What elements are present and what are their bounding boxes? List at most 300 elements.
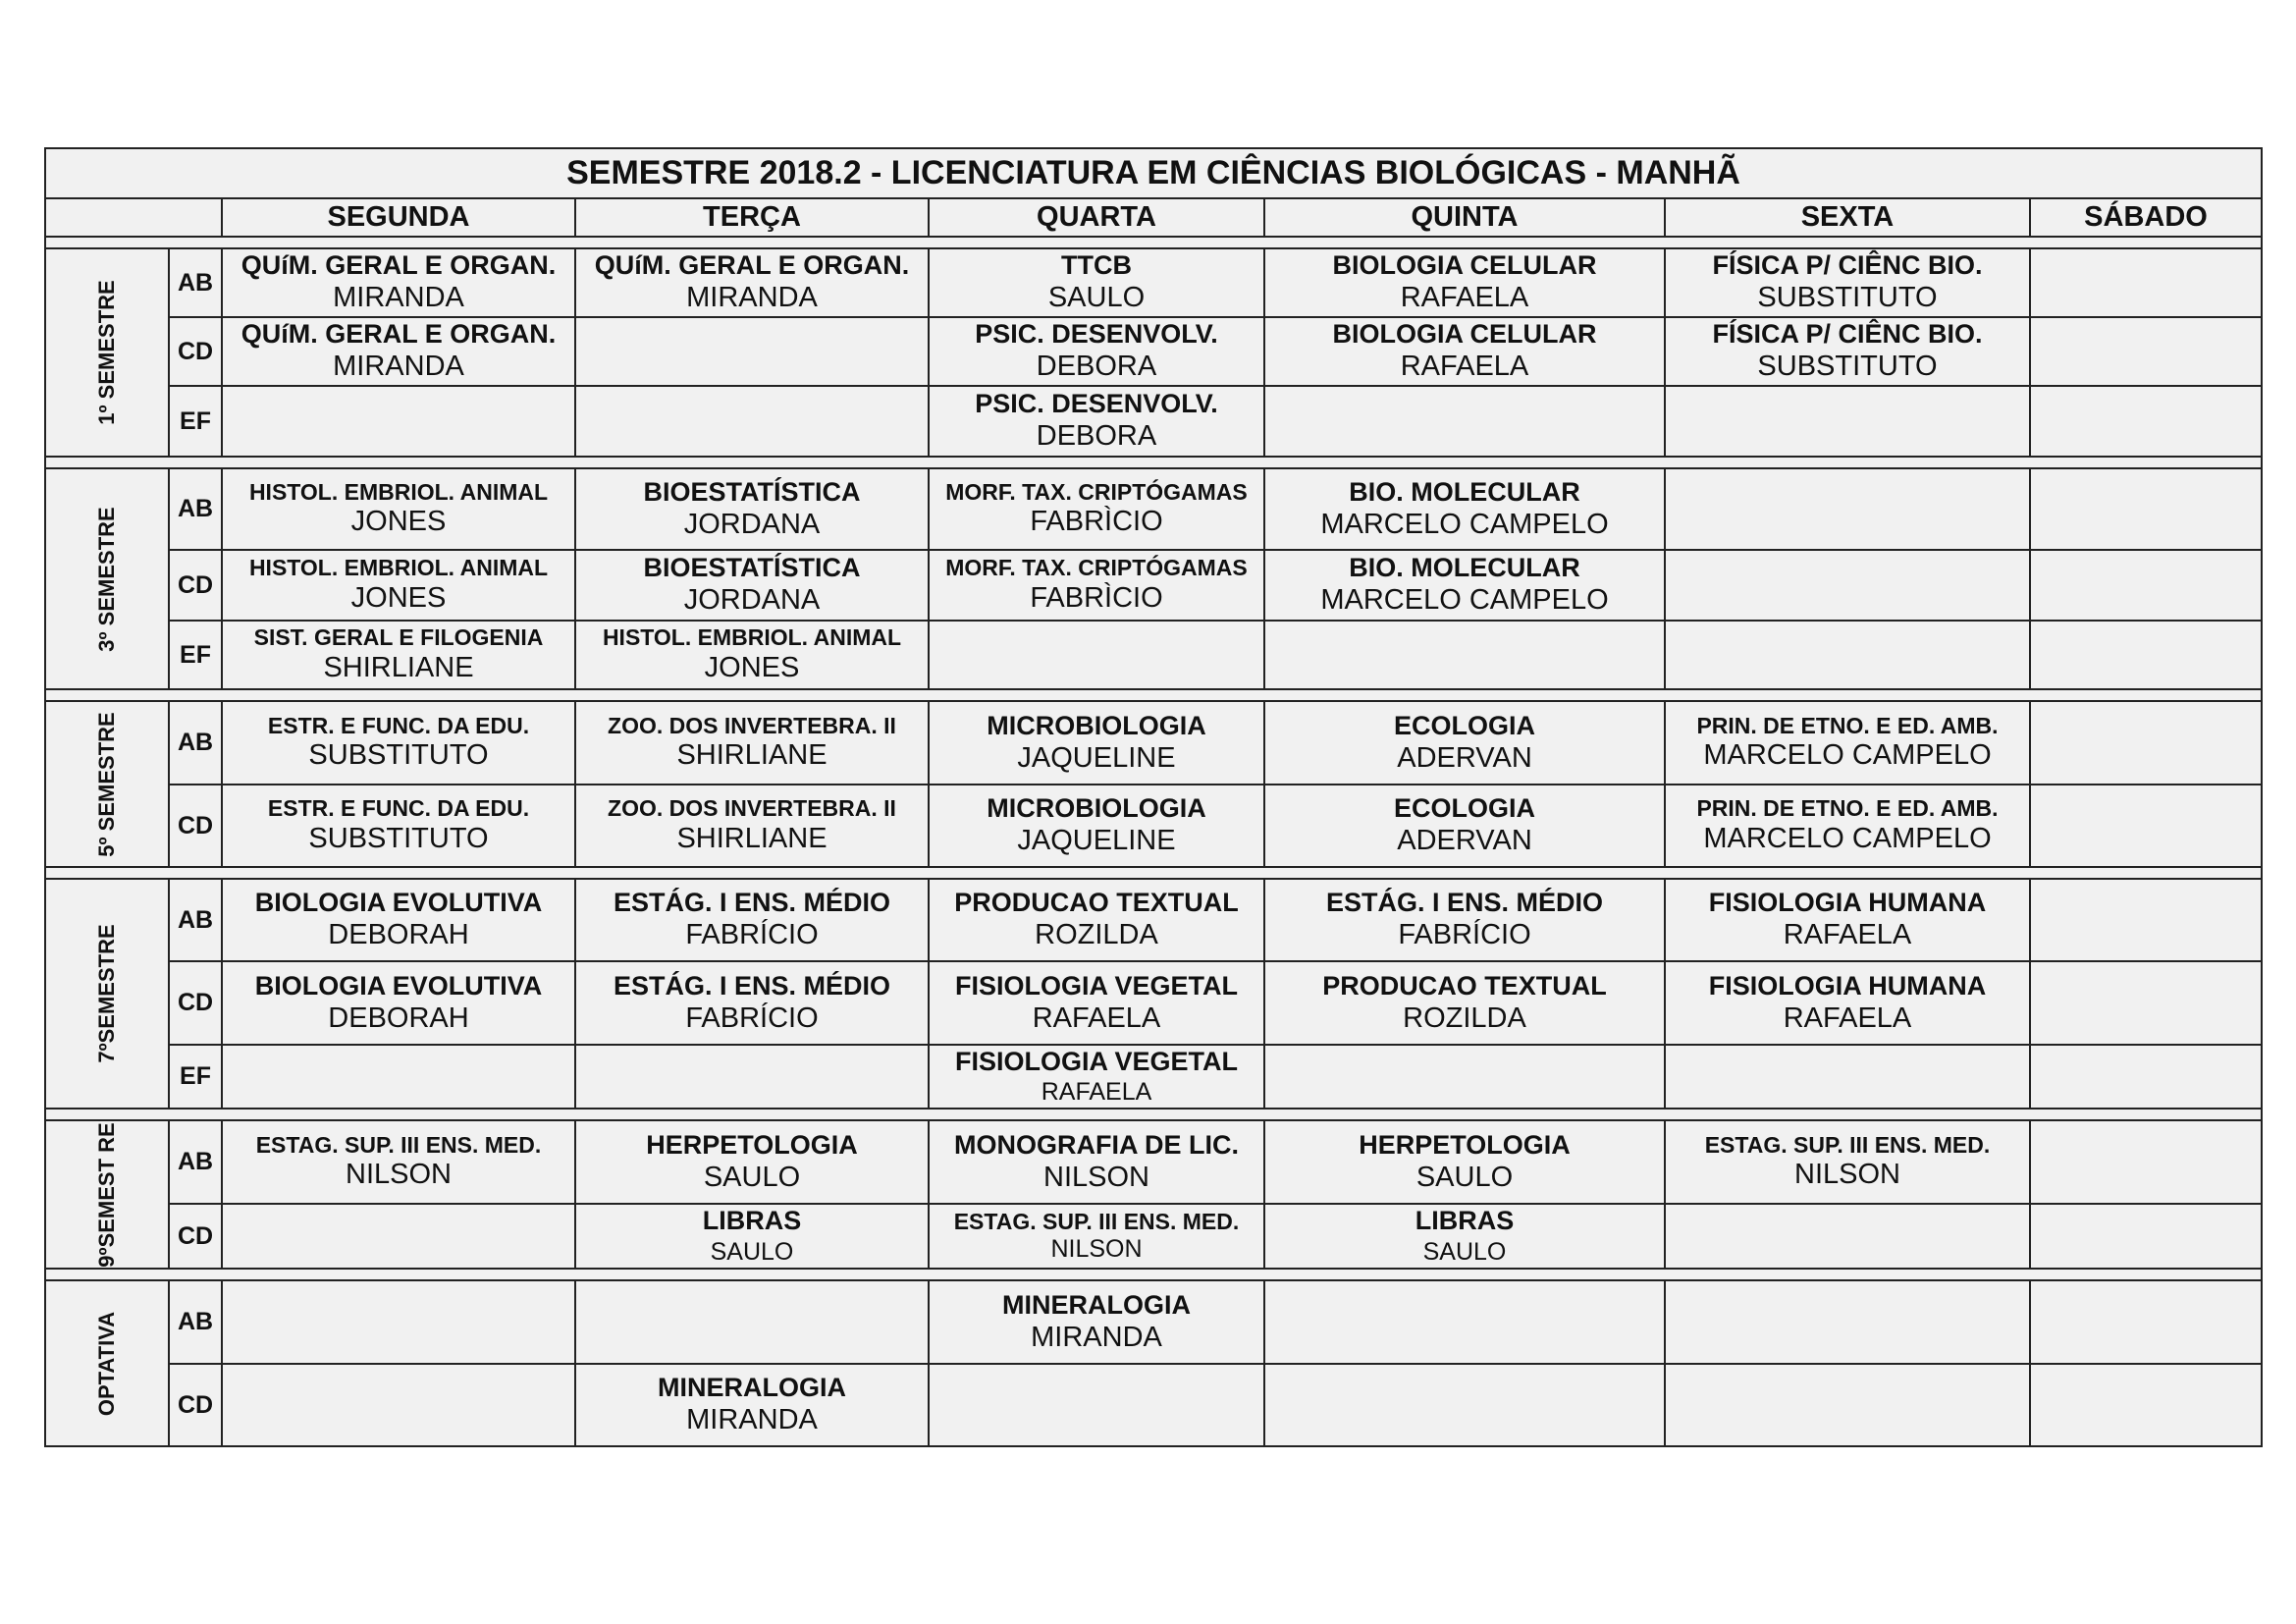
subject-name: BIO. MOLECULAR	[1349, 553, 1580, 583]
class-entry	[223, 479, 574, 539]
class-cell	[575, 1364, 929, 1446]
block-separator	[45, 867, 2262, 879]
teacher-name: JONES	[704, 651, 800, 683]
subject-name: ESTÁG. I ENS. MÉDIO	[613, 888, 891, 918]
time-slot: EF	[169, 386, 222, 457]
teacher-name: ADERVAN	[1397, 825, 1532, 857]
class-cell	[2030, 785, 2262, 867]
class-cell	[1264, 621, 1665, 689]
class-cell	[575, 468, 929, 550]
class-entry	[576, 888, 928, 952]
teacher-name: MARCELO CAMPELO	[1703, 822, 1992, 854]
class-cell	[1665, 961, 2030, 1045]
class-cell	[222, 1120, 575, 1204]
subject-name: PRIN. DE ETNO. E ED. AMB.	[1696, 712, 1999, 738]
subject-name: FISIOLOGIA VEGETAL	[954, 970, 1238, 1001]
teacher-name: FABRÍCIO	[685, 1001, 819, 1034]
teacher-name: SAULO	[703, 1161, 801, 1193]
schedule-row	[45, 1364, 2262, 1446]
class-cell	[2030, 1045, 2262, 1109]
separator-cell	[45, 1269, 2262, 1280]
subject-name: QUíM. GERAL E ORGAN.	[240, 319, 557, 350]
teacher-name: RAFAELA	[1783, 919, 1912, 951]
subject-name: HISTOL. EMBRIOL. ANIMAL	[248, 555, 549, 581]
class-cell	[2030, 386, 2262, 457]
class-cell	[575, 1120, 929, 1204]
class-cell	[2030, 550, 2262, 621]
time-slot: CD	[169, 1204, 222, 1269]
class-cell	[222, 1364, 575, 1446]
class-entry	[1666, 971, 2029, 1036]
class-entry	[1265, 319, 1664, 384]
semester-label-cell	[45, 1280, 169, 1446]
class-entry	[1666, 795, 2029, 855]
class-cell	[575, 961, 929, 1045]
subject-name: BIOLOGIA EVOLUTIVA	[254, 888, 543, 918]
class-entry	[223, 1132, 574, 1192]
block-separator	[45, 1109, 2262, 1120]
subject-name: HERPETOLOGIA	[1359, 1129, 1571, 1160]
semester-label-cell	[45, 701, 169, 867]
class-cell	[1264, 1045, 1665, 1109]
block-separator	[45, 237, 2262, 248]
schedule-row	[45, 468, 2262, 550]
class-cell	[575, 1045, 929, 1109]
teacher-name: SUBSTITUTO	[308, 739, 489, 772]
schedule-row	[45, 550, 2262, 621]
teacher-name: RAFAELA	[1032, 1001, 1161, 1034]
class-entry	[930, 1130, 1263, 1195]
subject-name: LIBRAS	[702, 1206, 802, 1236]
class-entry	[223, 795, 574, 855]
subject-name: BIOESTATÍSTICA	[643, 476, 861, 507]
class-cell	[1264, 386, 1665, 457]
class-entry	[930, 711, 1263, 776]
class-cell	[1665, 785, 2030, 867]
subject-name: PRODUCAO TEXTUAL	[954, 888, 1239, 918]
class-cell	[575, 879, 929, 961]
subject-name: FISIOLOGIA HUMANA	[1708, 888, 1987, 918]
class-cell	[2030, 1120, 2262, 1204]
class-cell	[222, 785, 575, 867]
class-cell	[222, 879, 575, 961]
subject-name: QUíM. GERAL E ORGAN.	[594, 250, 910, 281]
subject-name: ESTAG. SUP. III ENS. MED.	[255, 1131, 542, 1158]
block-separator	[45, 457, 2262, 468]
class-cell	[1264, 1280, 1665, 1364]
class-entry	[576, 1373, 928, 1437]
class-entry	[576, 1206, 928, 1266]
separator-cell	[45, 237, 2262, 248]
time-slot: AB	[169, 701, 222, 785]
class-entry	[223, 624, 574, 684]
subject-name: SIST. GERAL E FILOGENIA	[253, 624, 544, 651]
class-entry	[576, 1130, 928, 1195]
subject-name: MICROBIOLOGIA	[987, 710, 1206, 740]
class-cell	[575, 386, 929, 457]
subject-name: LIBRAS	[1415, 1206, 1515, 1236]
day-header: SEGUNDA	[222, 198, 575, 237]
time-slot: AB	[169, 879, 222, 961]
class-entry	[576, 624, 928, 684]
teacher-name: NILSON	[1050, 1235, 1143, 1264]
teacher-name: SAULO	[710, 1237, 794, 1266]
class-cell	[1264, 1204, 1665, 1269]
schedule-row	[45, 1280, 2262, 1364]
schedule-row	[45, 386, 2262, 457]
day-header: SÁBADO	[2030, 198, 2262, 237]
class-entry	[1265, 888, 1664, 952]
class-cell	[575, 701, 929, 785]
semester-label: 5º SEMESTRE	[93, 711, 119, 857]
subject-name: ESTAG. SUP. III ENS. MED.	[1704, 1131, 1991, 1158]
subject-name: HISTOL. EMBRIOL. ANIMAL	[602, 624, 902, 651]
class-entry	[930, 389, 1263, 454]
class-cell	[575, 1204, 929, 1269]
teacher-name: JAQUELINE	[1017, 825, 1176, 857]
schedule-row	[45, 317, 2262, 386]
teacher-name: RAFAELA	[1783, 1001, 1912, 1034]
class-entry	[223, 971, 574, 1036]
class-cell	[929, 317, 1264, 386]
class-cell	[1264, 550, 1665, 621]
teacher-name: SUBSTITUTO	[1757, 282, 1938, 314]
teacher-name: RAFAELA	[1041, 1078, 1152, 1107]
block-separator	[45, 1269, 2262, 1280]
class-cell	[222, 1204, 575, 1269]
semester-label: OPTATIVA	[93, 1311, 119, 1416]
class-cell	[222, 701, 575, 785]
class-cell	[222, 468, 575, 550]
class-cell	[1264, 701, 1665, 785]
teacher-name: MIRANDA	[333, 282, 464, 314]
subject-name: MORF. TAX. CRIPTÓGAMAS	[945, 478, 1248, 505]
subject-name: PRODUCAO TEXTUAL	[1322, 970, 1607, 1001]
time-slot: AB	[169, 1120, 222, 1204]
teacher-name: NILSON	[1043, 1161, 1149, 1193]
schedule-row	[45, 879, 2262, 961]
class-entry	[930, 971, 1263, 1036]
class-entry	[1666, 319, 2029, 384]
class-entry	[1265, 1206, 1664, 1266]
class-entry	[1265, 1130, 1664, 1195]
schedule-row	[45, 1045, 2262, 1109]
teacher-name: FABRÍCIO	[1398, 919, 1531, 951]
class-entry	[576, 477, 928, 542]
class-cell	[1264, 1120, 1665, 1204]
class-cell	[929, 468, 1264, 550]
class-cell	[1665, 386, 2030, 457]
day-header: QUINTA	[1264, 198, 1665, 237]
class-cell	[1264, 961, 1665, 1045]
class-cell	[1264, 1364, 1665, 1446]
semester-label: 9ºSEMEST RE	[93, 1121, 119, 1268]
subject-name: TTCB	[1061, 250, 1132, 281]
class-cell	[929, 1204, 1264, 1269]
class-entry	[1666, 713, 2029, 773]
teacher-name: DEBORAH	[328, 1001, 469, 1034]
time-slot: AB	[169, 1280, 222, 1364]
class-entry	[223, 319, 574, 384]
class-cell	[1665, 550, 2030, 621]
class-entry	[1265, 971, 1664, 1036]
time-slot: CD	[169, 1364, 222, 1446]
subject-name: FÍSICA P/ CIÊNC BIO.	[1712, 250, 1983, 281]
teacher-name: RAFAELA	[1400, 351, 1529, 383]
class-cell	[929, 785, 1264, 867]
schedule-sheet	[44, 147, 2261, 1447]
separator-cell	[45, 867, 2262, 879]
semester-label: 3º SEMESTRE	[93, 506, 119, 652]
schedule-row	[45, 785, 2262, 867]
class-cell	[929, 1120, 1264, 1204]
class-cell	[1665, 468, 2030, 550]
class-cell	[929, 879, 1264, 961]
subject-name: BIOLOGIA CELULAR	[1332, 319, 1597, 350]
class-cell	[222, 386, 575, 457]
class-entry	[223, 713, 574, 773]
schedule-title: SEMESTRE 2018.2 - LICENCIATURA EM CIÊNCIAS BIOLÓGICAS - MANHÃ	[45, 148, 2262, 198]
subject-name: ESTR. E FUNC. DA EDU.	[267, 712, 530, 738]
class-cell	[575, 550, 929, 621]
class-cell	[1665, 1204, 2030, 1269]
time-slot: AB	[169, 248, 222, 317]
class-entry	[1265, 477, 1664, 542]
time-slot: AB	[169, 468, 222, 550]
subject-name: ESTÁG. I ENS. MÉDIO	[1325, 888, 1604, 918]
subject-name: PRIN. DE ETNO. E ED. AMB.	[1696, 795, 1999, 822]
class-cell	[2030, 961, 2262, 1045]
class-entry	[223, 250, 574, 315]
class-cell	[222, 317, 575, 386]
class-cell	[1665, 1280, 2030, 1364]
semester-label-cell	[45, 468, 169, 689]
day-header: SEXTA	[1665, 198, 2030, 237]
class-cell	[222, 961, 575, 1045]
class-entry	[576, 713, 928, 773]
class-entry	[930, 888, 1263, 952]
class-cell	[2030, 621, 2262, 689]
subject-name: ESTR. E FUNC. DA EDU.	[267, 795, 530, 822]
semester-label-cell	[45, 248, 169, 457]
subject-name: FISIOLOGIA HUMANA	[1708, 970, 1987, 1001]
class-cell	[929, 701, 1264, 785]
class-entry	[1666, 250, 2029, 315]
teacher-name: JORDANA	[683, 584, 821, 617]
class-cell	[1665, 1364, 2030, 1446]
class-cell	[929, 386, 1264, 457]
class-cell	[2030, 1204, 2262, 1269]
class-entry	[223, 555, 574, 615]
subject-name: BIO. MOLECULAR	[1349, 476, 1580, 507]
teacher-name: SHIRLIANE	[323, 651, 474, 683]
teacher-name: SUBSTITUTO	[1757, 351, 1938, 383]
class-entry	[576, 795, 928, 855]
class-cell	[222, 248, 575, 317]
teacher-name: FABRÍCIO	[685, 919, 819, 951]
class-cell	[1264, 785, 1665, 867]
class-entry	[1265, 793, 1664, 858]
teacher-name: SUBSTITUTO	[308, 822, 489, 854]
class-cell	[929, 248, 1264, 317]
day-header: QUARTA	[929, 198, 1264, 237]
class-entry	[930, 793, 1263, 858]
subject-name: HERPETOLOGIA	[646, 1129, 858, 1160]
time-slot: EF	[169, 1045, 222, 1109]
class-entry	[1265, 553, 1664, 618]
class-entry	[576, 250, 928, 315]
subject-name: MICROBIOLOGIA	[987, 793, 1206, 824]
subject-name: BIOLOGIA EVOLUTIVA	[254, 970, 543, 1001]
class-cell	[1665, 317, 2030, 386]
class-cell	[222, 621, 575, 689]
teacher-name: FABRÌCIO	[1030, 581, 1163, 614]
schedule-row	[45, 248, 2262, 317]
day-header: TERÇA	[575, 198, 929, 237]
class-cell	[929, 621, 1264, 689]
class-cell	[929, 1364, 1264, 1446]
time-slot: CD	[169, 961, 222, 1045]
teacher-name: MIRANDA	[333, 351, 464, 383]
time-slot: CD	[169, 550, 222, 621]
schedule-table	[44, 147, 2263, 1447]
teacher-name: DEBORA	[1036, 351, 1157, 383]
semester-label: 1º SEMESTRE	[93, 280, 119, 425]
class-cell	[1264, 879, 1665, 961]
teacher-name: JAQUELINE	[1017, 741, 1176, 774]
schedule-row	[45, 1120, 2262, 1204]
class-cell	[2030, 879, 2262, 961]
class-cell	[575, 248, 929, 317]
class-cell	[575, 785, 929, 867]
time-slot: CD	[169, 317, 222, 386]
teacher-name: MARCELO CAMPELO	[1320, 508, 1609, 540]
class-cell	[1665, 1045, 2030, 1109]
subject-name: QUíM. GERAL E ORGAN.	[240, 250, 557, 281]
teacher-name: MARCELO CAMPELO	[1703, 739, 1992, 772]
schedule-row	[45, 961, 2262, 1045]
class-entry	[576, 553, 928, 618]
separator-cell	[45, 689, 2262, 701]
class-cell	[929, 961, 1264, 1045]
teacher-name: SHIRLIANE	[676, 739, 828, 772]
teacher-name: RAFAELA	[1400, 282, 1529, 314]
subject-name: ECOLOGIA	[1393, 710, 1535, 740]
class-cell	[1665, 248, 2030, 317]
class-cell	[1665, 621, 2030, 689]
class-cell	[222, 1280, 575, 1364]
semester-label: 7ºSEMESTRE	[93, 924, 119, 1063]
class-entry	[930, 250, 1263, 315]
subject-name: PSIC. DESENVOLV.	[975, 389, 1218, 419]
teacher-name: ROZILDA	[1403, 1001, 1526, 1034]
class-cell	[2030, 701, 2262, 785]
class-entry	[930, 555, 1263, 615]
class-cell	[575, 317, 929, 386]
class-cell	[2030, 468, 2262, 550]
subject-name: BIOLOGIA CELULAR	[1332, 250, 1597, 281]
teacher-name: MIRANDA	[686, 282, 818, 314]
separator-cell	[45, 1109, 2262, 1120]
teacher-name: SAULO	[1415, 1161, 1514, 1193]
class-cell	[222, 1045, 575, 1109]
class-entry	[1265, 711, 1664, 776]
subject-name: HISTOL. EMBRIOL. ANIMAL	[248, 478, 549, 505]
subject-name: MINERALOGIA	[658, 1373, 846, 1403]
class-entry	[1666, 1132, 2029, 1192]
class-cell	[575, 621, 929, 689]
subject-name: MORF. TAX. CRIPTÓGAMAS	[945, 555, 1248, 581]
class-entry	[930, 1047, 1263, 1107]
semester-label-cell	[45, 879, 169, 1109]
subject-name: MINERALOGIA	[1002, 1289, 1191, 1320]
teacher-name: MIRANDA	[1031, 1321, 1162, 1353]
teacher-name: NILSON	[346, 1159, 452, 1191]
class-cell	[1264, 317, 1665, 386]
teacher-name: SAULO	[1422, 1237, 1507, 1266]
class-cell	[2030, 1364, 2262, 1446]
class-cell	[1665, 701, 2030, 785]
separator-cell	[45, 457, 2262, 468]
teacher-name: JONES	[350, 581, 447, 614]
teacher-name: JORDANA	[683, 508, 821, 540]
class-cell	[575, 1280, 929, 1364]
time-slot: CD	[169, 785, 222, 867]
class-entry	[576, 971, 928, 1036]
schedule-row	[45, 621, 2262, 689]
subject-name: ESTÁG. I ENS. MÉDIO	[613, 970, 891, 1001]
class-cell	[222, 550, 575, 621]
class-cell	[929, 1280, 1264, 1364]
subject-name: ZOO. DOS INVERTEBRA. II	[608, 795, 896, 822]
teacher-name: ADERVAN	[1397, 741, 1532, 774]
teacher-name: SAULO	[1047, 282, 1146, 314]
teacher-name: DEBORA	[1036, 420, 1157, 453]
class-cell	[1264, 248, 1665, 317]
class-entry	[223, 888, 574, 952]
teacher-name: JONES	[350, 506, 447, 538]
teacher-name: NILSON	[1794, 1159, 1900, 1191]
class-cell	[1665, 1120, 2030, 1204]
class-entry	[1666, 888, 2029, 952]
teacher-name: SHIRLIANE	[676, 822, 828, 854]
subject-name: MONOGRAFIA DE LIC.	[954, 1129, 1239, 1160]
subject-name: ECOLOGIA	[1393, 793, 1535, 824]
corner-cell	[45, 198, 222, 237]
subject-name: FÍSICA P/ CIÊNC BIO.	[1712, 319, 1983, 350]
teacher-name: MARCELO CAMPELO	[1320, 584, 1609, 617]
teacher-name: MIRANDA	[686, 1404, 818, 1436]
teacher-name: FABRÌCIO	[1030, 506, 1163, 538]
class-cell	[1264, 468, 1665, 550]
class-cell	[2030, 248, 2262, 317]
schedule-row	[45, 701, 2262, 785]
teacher-name: ROZILDA	[1035, 919, 1158, 951]
class-cell	[2030, 1280, 2262, 1364]
semester-label-cell	[45, 1120, 169, 1269]
class-entry	[930, 1209, 1263, 1264]
class-cell	[929, 1045, 1264, 1109]
class-entry	[930, 1290, 1263, 1355]
class-entry	[1265, 250, 1664, 315]
class-cell	[929, 550, 1264, 621]
time-slot: EF	[169, 621, 222, 689]
class-cell	[1665, 879, 2030, 961]
subject-name: BIOESTATÍSTICA	[643, 553, 861, 583]
block-separator	[45, 689, 2262, 701]
subject-name: ZOO. DOS INVERTEBRA. II	[608, 712, 896, 738]
subject-name: ESTAG. SUP. III ENS. MED.	[953, 1208, 1240, 1234]
